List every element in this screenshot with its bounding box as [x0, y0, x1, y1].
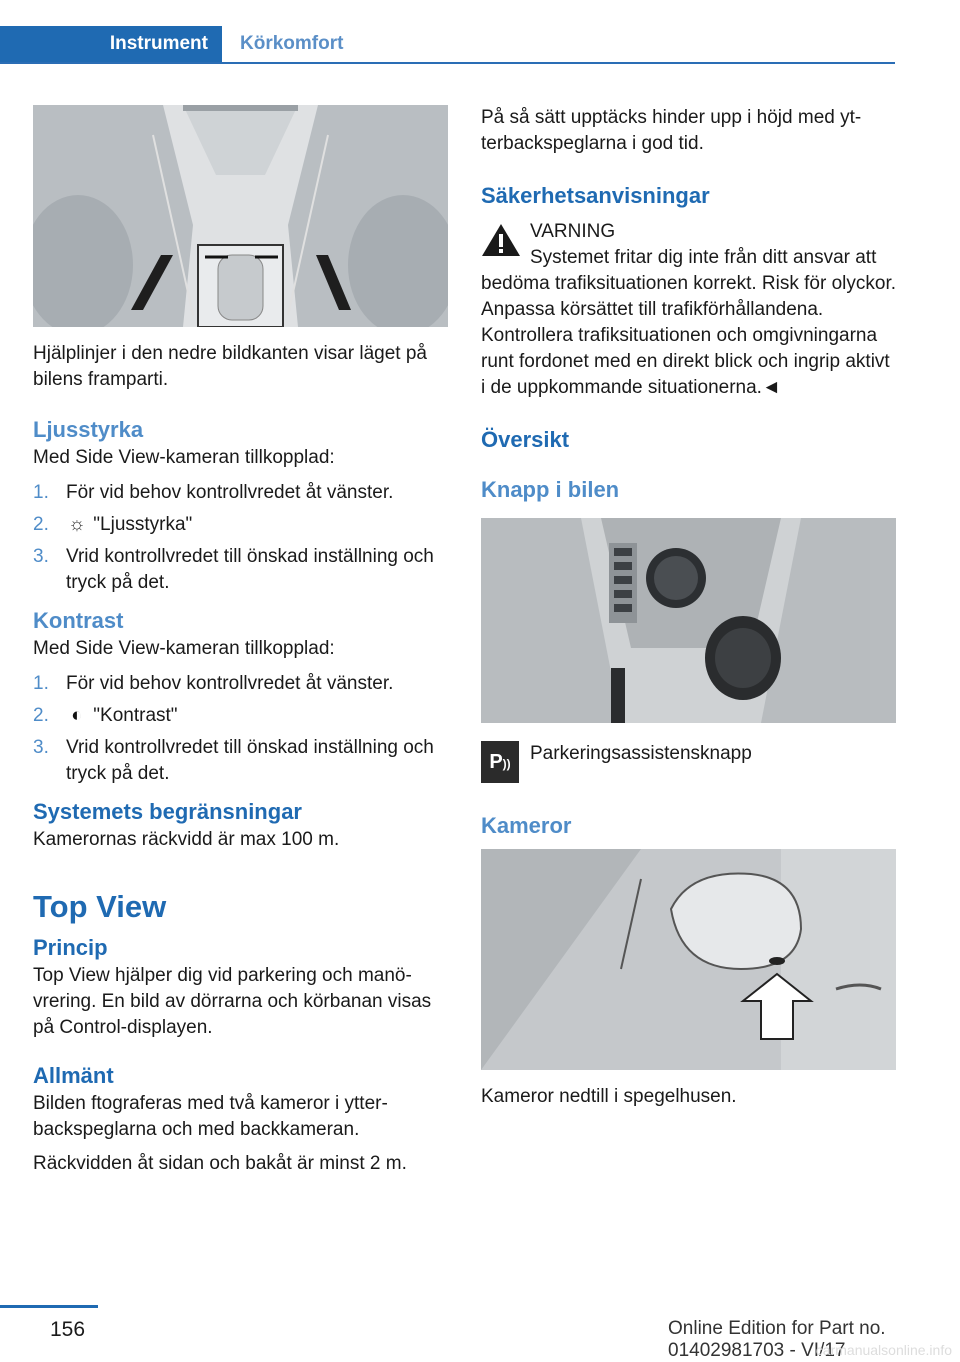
- mirror-camera-image: [481, 849, 896, 1070]
- warning-block: [481, 219, 896, 401]
- section-heading-limits: Systemets begränsningar: [33, 799, 302, 824]
- section-heading-overview: Översikt: [481, 427, 570, 452]
- list-item: 3. Vrid kontrollvredet till önskad inställning och tryck på det.: [33, 546, 434, 593]
- warning-label: VARNING: [530, 221, 616, 242]
- tab-instrument[interactable]: Instrument: [0, 26, 222, 62]
- contrast-icon: ◐: [71, 705, 83, 726]
- brightness-intro: Med Side View-kameran tillkopplad:: [33, 447, 335, 468]
- left-column: [33, 105, 448, 1177]
- side-view-camera-image: [33, 105, 448, 327]
- brightness-steps: [33, 480, 448, 596]
- list-item: 2. ☼ "Ljusstyrka": [33, 512, 448, 538]
- parking-button-row: [481, 741, 896, 783]
- warning-text: Systemet fritar dig inte från ditt ansvar att bedöma trafiksituationen korrekt. Risk för olyckor. Anpassa körsättet till trafikförhållandena. Kontrollera trafiksituationen och omgivningarna runt fordonet med en direkt blick och ingrip aktivt i de uppkommande situationerna.◄: [481, 247, 897, 398]
- page-number: 156: [50, 1318, 86, 1341]
- section-heading-contrast: Kontrast: [33, 608, 124, 633]
- section-heading-brightness: Ljusstyrka: [33, 417, 144, 442]
- parking-button-label: Parkeringsassistensknapp: [530, 743, 752, 764]
- watermark: carmanualsonline.info: [815, 1342, 952, 1358]
- warning-icon: [481, 223, 521, 262]
- list-item: 3. Vrid kontrollvredet till önskad inställning och tryck på det.: [33, 737, 434, 784]
- list-item: 1. För vid behov kontrollvredet åt vänster.: [33, 673, 394, 694]
- general-text-1: Bilden ftograferas med två kameror i ytterbackspeglarna och med backkameran.: [33, 1093, 388, 1140]
- section-heading-safety: Säkerhetsanvisningar: [481, 183, 710, 208]
- contrast-steps: [33, 671, 448, 787]
- list-item: 2. ◐ "Kontrast": [33, 703, 448, 729]
- general-text-2: Räckvidden åt sidan och bakåt är minst 2 m.: [33, 1153, 407, 1174]
- edition-text: Online Edition for Part no. 01402981703 - VI/17: [668, 1318, 886, 1361]
- section-heading-general: Allmänt: [33, 1063, 114, 1088]
- footer-rule: [0, 1305, 98, 1308]
- contrast-intro: Med Side View-kameran tillkopplad:: [33, 638, 335, 659]
- image-caption: Hjälplinjer i den nedre bildkanten visar läget på bilens framparti.: [33, 343, 427, 390]
- section-heading-cameras: Kameror: [481, 813, 572, 838]
- brightness-icon: ☼: [68, 514, 86, 535]
- section-heading-button: Knapp i bilen: [481, 477, 620, 502]
- right-intro: På så sätt upptäcks hinder upp i höjd med ytterbackspeglarna i god tid.: [481, 107, 862, 154]
- parking-assist-icon: P)): [481, 741, 519, 783]
- chapter-tab-bar: [0, 26, 895, 64]
- principle-text: Top View hjälper dig vid parkering och manövrering. En bild av dörrarna och körbanan visas på Control-displayen.: [33, 965, 432, 1038]
- section-heading-top-view: Top View: [33, 889, 167, 924]
- tab-korkomfort[interactable]: Körkomfort: [240, 33, 344, 54]
- limits-text: Kamerornas räckvidd är max 100 m.: [33, 829, 340, 850]
- cameras-caption: Kameror nedtill i spegelhusen.: [481, 1086, 737, 1107]
- list-item: 1. För vid behov kontrollvredet åt vänster.: [33, 482, 394, 503]
- section-heading-principle: Princip: [33, 935, 108, 960]
- right-column: [481, 105, 896, 1110]
- center-console-image: [481, 518, 896, 723]
